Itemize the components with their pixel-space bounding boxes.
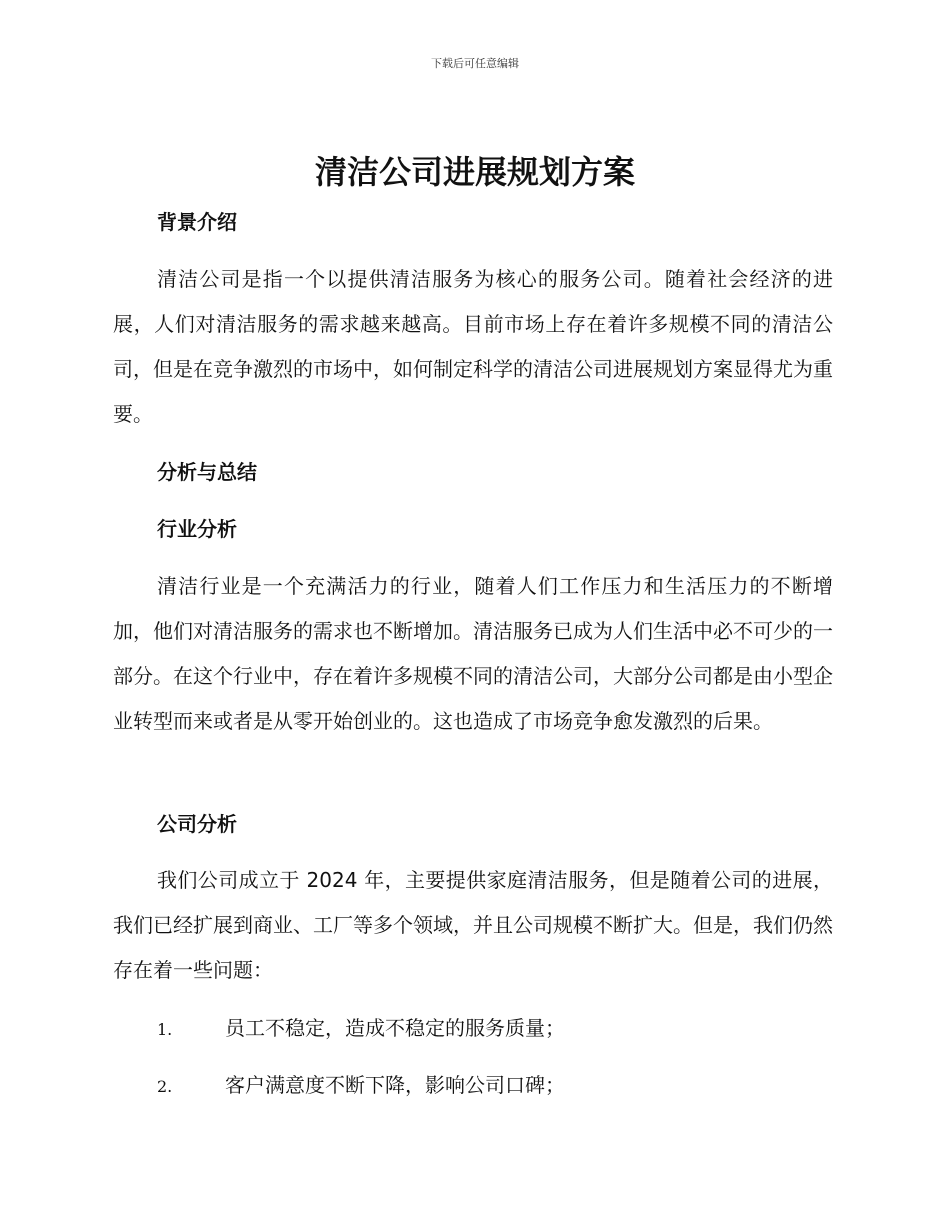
section-company-body — [113, 858, 833, 993]
section-background — [113, 208, 833, 236]
document-title: 清洁公司进展规划方案 — [314, 153, 635, 191]
list-text: 客户满意度不断下降，影响公司口碑； — [225, 1073, 565, 1097]
page-header-note: 下载后可任意编辑 — [431, 57, 519, 70]
issue-list-item — [113, 1014, 833, 1044]
section-heading-company: 公司分析 — [157, 812, 237, 836]
issue-list-item — [113, 1071, 833, 1101]
section-heading-industry: 行业分析 — [157, 517, 237, 541]
section-company — [113, 810, 833, 838]
section-industry-body — [113, 564, 833, 744]
section-industry — [113, 515, 833, 543]
list-number: 2. — [157, 1077, 173, 1096]
paragraph-industry: 清洁行业是一个充满活力的行业，随着人们工作压力和生活压力的不断增加，他们对清洁服务的需求也不断增加。清洁服务已成为人们生活中必不可少的一部分。在这个行业中，存在着许多规模不同的清洁公司，大部分公司都是由小型企业转型而来或者是从零开始创业的。这也造成了市场竞争愈发激烈的后果。 — [113, 574, 833, 733]
section-heading-analysis: 分析与总结 — [157, 460, 257, 484]
section-background-body — [113, 257, 833, 437]
paragraph-company: 我们公司成立于 2024 年，主要提供家庭清洁服务，但是随着公司的进展，我们已经扩展到商业、工厂等多个领域，并且公司规模不断扩大。但是，我们仍然存在着一些问题： — [113, 868, 833, 982]
section-heading-background: 背景介绍 — [157, 210, 237, 234]
list-text: 员工不稳定，造成不稳定的服务质量； — [225, 1016, 565, 1040]
list-number: 1. — [157, 1020, 173, 1039]
paragraph-background: 清洁公司是指一个以提供清洁服务为核心的服务公司。随着社会经济的进展，人们对清洁服务的需求越来越高。目前市场上存在着许多规模不同的清洁公司，但是在竞争激烈的市场中，如何制定科学的清洁公司进展规划方案显得尤为重要。 — [113, 267, 833, 426]
section-analysis — [113, 458, 833, 486]
